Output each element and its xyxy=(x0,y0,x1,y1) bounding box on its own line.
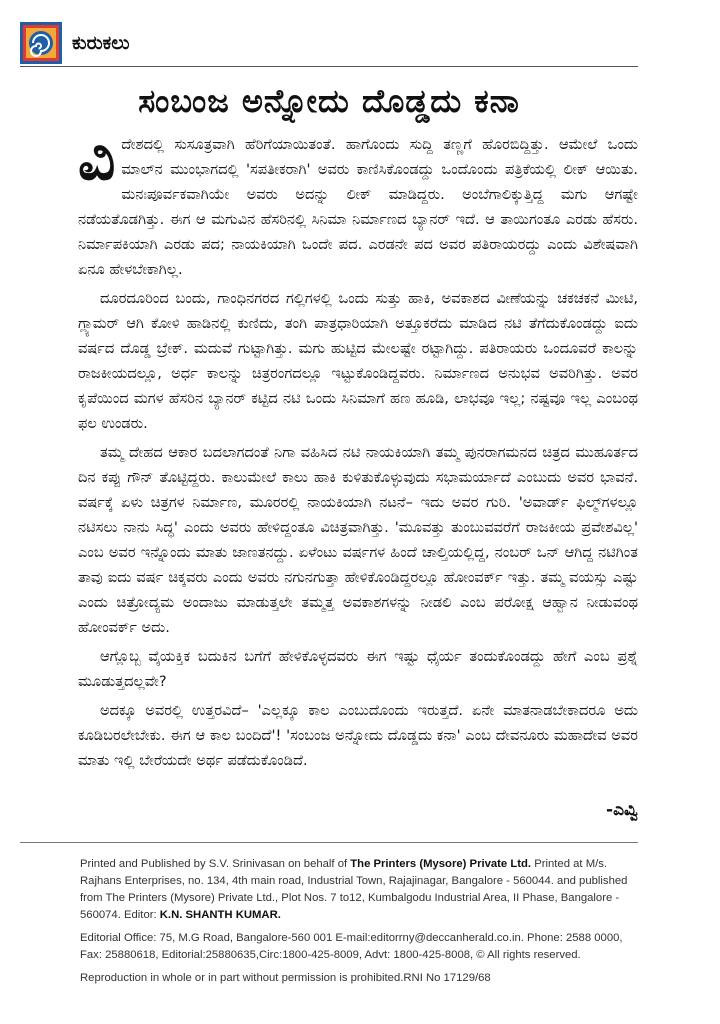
article-paragraph xyxy=(78,125,638,282)
publisher-name: The Printers (Mysore) Private Ltd. xyxy=(350,858,532,870)
author-signature: -ಎವ್ವಿ xyxy=(606,800,638,820)
section-label: ಕುರುಕಲು xyxy=(72,32,130,54)
article-paragraph: ಅದಕ್ಕೂ ಅವರಲ್ಲಿ ಉತ್ತರವಿದೆ– 'ಎಲ್ಲಕ್ಕೂ ಕಾಲ ಎಂಬುದೊಂದು ಇರುತ್ತದೆ. ಏನೇ ಮಾತನಾಡಬೇಕಾದರೂ ಅದು ಕೂಡಿಬರಲೇಬೇಕು. ಈಗ ಆ ಕಾಲ ಬಂದಿದೆ'! 'ಸಂಬಂಜ ಅನ್ನೋದು ದೊಡ್ಡದು ಕನಾ' ಎಂಬ ದೇವನೂರು ಮಹಾದೇವ ಅವರ ಮಾತು ಇಲ್ಲಿ ಬೇರೆಯದೇ ಅರ್ಥ ಪಡೆದುಕೊಂಡಿದೆ. xyxy=(78,702,638,769)
spiral-logo-icon xyxy=(20,22,62,64)
paragraph-text: ದೇಶದಲ್ಲಿ ಸುಸೂತ್ರವಾಗಿ ಹೆರಿಗೆಯಾಯಿತಂತೆ. ಹಾಗೊಂದು ಸುದ್ದಿ ತಣ್ಣಗೆ ಹೊರಬಿದ್ದಿತ್ತು. ಆಮೇಲೆ ಒಂದು ಮಾಲ್‌ನ ಮುಂಭಾಗದಲ್ಲಿ 'ಸಪತೀಕರಾಗಿ' ಅವರು ಕಾಣಿಸಿಕೊಂಡದ್ದು ಒಂದೊಂದು ಪತ್ರಿಕೆಯಲ್ಲಿ ಲೀಕ್ ಆಯಿತು. ಮನಃಪೂರ್ವಕವಾಗಿಯೇ ಅವರು ಅದನ್ನು ಲೀಕ್ ಮಾಡಿದ್ದರು. ಅಂಬೆಗಾಲಿಕ್ಕುತ್ತಿದ್ದ ಮಗು ಆಗಷ್ಟೇ ನಡೆಯತೊಡಗಿತ್ತು. ಈಗ ಆ ಮಗುವಿನ ಹೆಸರಿನಲ್ಲಿ ಸಿನಿಮಾ ನಿರ್ಮಾಣದ ಬ್ಯಾನರ್ ಇದೆ. ಆ ತಾಯಿಗಂತೂ ಎರಡು ಹೆಸರು. ನಿರ್ಮಾಪಕಿಯಾಗಿ ಎರಡು ಪದ; ನಾಯಕಿಯಾಗಿ ಒಂದೇ ಪದ. ಎರಡನೇ ಪದ ಅವರ ಪತಿರಾಯರದ್ದು ಎಂದು ವಿಶೇಷವಾಗಿ ಏನೂ ಹೇಳಬೇಕಾಗಿಲ್ಲ. xyxy=(78,136,638,278)
editor-name: K.N. SHANTH KUMAR. xyxy=(159,909,281,921)
article-paragraph: ದೂರದೂರಿಂದ ಬಂದು, ಗಾಂಧಿನಗರದ ಗಲ್ಲಿಗಳಲ್ಲಿ ಒಂದು ಸುತ್ತು ಹಾಕಿ, ಅವಕಾಶದ ವೀಣೆಯನ್ನು ಚಕಚಕನೆ ಮೀಟಿ, ಗ್ಲ್ಯಾಮರ್ ಆಗಿ ಕೋಳಿ ಹಾಡಿನಲ್ಲಿ ಕುಣಿದು, ತಂಗಿ ಪಾತ್ರಧಾರಿಯಾಗಿ ಅತ್ತೂಕರೆದು ಮಾಡಿದ ನಟಿ ತೆಗೆದುಕೊಂಡದ್ದು ಐದು ವರ್ಷದ ದೊಡ್ಡ ಬ್ರೇಕ್. ಮದುವೆ ಗುಟ್ಟಾಗಿತ್ತು. ಮಗು ಹುಟ್ಟಿದ ಮೇಲಷ್ಟೇ ರಟ್ಟಾಗಿದ್ದು. ಪತಿರಾಯರು ಒಂದೂವರೆ ಕಾಲನ್ನು ರಾಜಕೀಯದಲ್ಲೂ, ಅರ್ಧ ಕಾಲನ್ನು ಚಿತ್ರರಂಗದಲ್ಲೂ ಇಟ್ಟುಕೊಂಡಿದ್ದವರು. ನಿರ್ಮಾಣದ ಅನುಭವ ಅವರಿಗಿತ್ತು. ಅವರ ಕೃಪೆಯಿಂದ ಮಗಳ ಹೆಸರಿನ ಬ್ಯಾನರ್ ಕಟ್ಟಿದ ನಟಿ ಒಂದು ಸಿನಿಮಾಗೆ ಹಣ ಹೂಡಿ, ಲಾಭವೂ ಇಲ್ಲ; ನಷ್ಟವೂ ಇಲ್ಲ ಎಂಬಂಥ ಫಲ ಉಂಡರು. xyxy=(78,290,638,432)
article-title: ಸಂಬಂಜ ಅನ್ನೋದು ದೊಡ್ಡದು ಕನಾ xyxy=(138,82,520,120)
imprint-footer xyxy=(80,856,640,993)
imprint-text xyxy=(80,856,640,924)
drop-cap: ವಿ xyxy=(78,125,116,193)
reproduction-notice: Reproduction in whole or in part without permission is prohibited.RNI No 17129/68 xyxy=(80,972,491,984)
footer-divider xyxy=(20,842,638,843)
imprint-prefix: Printed and Published by S.V. Srinivasan on behalf of xyxy=(80,858,351,870)
article-paragraph: ತಮ್ಮ ದೇಹದ ಆಕಾರ ಬದಲಾಗದಂತೆ ನಿಗಾ ವಹಿಸಿದ ನಟಿ ನಾಯಕಿಯಾಗಿ ತಮ್ಮ ಪುನರಾಗಮನದ ಚಿತ್ರದ ಮುಹೂರ್ತದ ದಿನ ಕಪ್ಪು ಗೌನ್ ತೊಟ್ಟಿದ್ದರು. ಕಾಲುಮೇಲೆ ಕಾಲು ಹಾಕಿ ಕುಳಿತುಕೊಳ್ಳುವುದು ಸಭಾಮರ್ಯಾದೆ ಎಂಬುದು ಅವರ ಭಾವನೆ. ವರ್ಷಕ್ಕೆ ಏಳು ಚಿತ್ರಗಳ ನಿರ್ಮಾಣ, ಮೂರರಲ್ಲಿ ನಾಯಕಿಯಾಗಿ ನಟನೆ– ಇದು ಅವರ ಗುರಿ. 'ಅವಾರ್ಡ್ ಫಿಲ್ಮ್‌ಗಳಲ್ಲೂ ನಟಿಸಲು ನಾನು ಸಿದ್ಧ' ಎಂದು ಅವರು ಹೇಳಿದ್ದಂತೂ ವಿಚಿತ್ರವಾಗಿತ್ತು. 'ಮೂವತ್ತು ತುಂಬುವವರೆಗೆ ರಾಜಕೀಯ ಪ್ರವೇಶವಿಲ್ಲ' ಎಂಬ ಅವರ ಇನ್ನೊಂದು ಮಾತು ಜಾಣತನದ್ದು. ಏಳೆಂಟು ವರ್ಷಗಳ ಹಿಂದೆ ಚಾಲ್ತಿಯಲ್ಲಿದ್ದ, ನಂಬರ್ ಒನ್ ಆಗಿದ್ದ ನಟಿಗಿಂತ ತಾವು ಐದು ವರ್ಷ ಚಿಕ್ಕವರು ಎಂದು ಅವರು ನಗುನಗುತ್ತಾ ಹೇಳಿಕೊಂಡಿದ್ದರಲ್ಲೂ ಹೋಂವರ್ಕ್ ಇತ್ತು. ತಮ್ಮ ವಯಸ್ಸು ಎಷ್ಟು ಎಂದು ಚಿತ್ರೋದ್ಯಮ ಅಂದಾಜು ಮಾಡುತ್ತಲೇ ತಮ್ಮತ್ತ ಅವಕಾಶಗಳನ್ನು ನೀಡಲಿ ಎಂಬ ಪರೋಕ್ಷ ಆಹ್ವಾನ ನೀಡುವಂಥ ಹೋಂವರ್ಕ್ ಅದು. xyxy=(78,444,638,636)
article-paragraph: ಆಗ್ಲೊಬ್ಬ ವೈಯಕ್ತಿಕ ಬದುಕಿನ ಬಗೆಗೆ ಹೇಳಿಕೊಳ್ಳದವರು ಈಗ ಇಷ್ಟು ಧೈರ್ಯ ತಂದುಕೊಂಡದ್ದು ಹೇಗೆ ಎಂಬ ಪ್ರಶ್ನೆ ಮೂಡುತ್ತದಲ್ಲವೇ? xyxy=(78,648,638,690)
header-divider xyxy=(20,66,638,67)
article-body xyxy=(78,125,638,777)
page-header xyxy=(20,22,638,66)
imprint-details: Printed at M/s. Rajhans Enterprises, no. 134, 4th main road, Industrial Town, Rajajinagar, Bangalore - 560044. and published from The Printers (Mysore) Private Ltd., Plot Nos. 7 to12, Kumbalgodu Industrial Area, II Phase, Bangalore - 560074. Editor: xyxy=(80,858,628,921)
editorial-office: Editorial Office: 75, M.G Road, Bangalore-560 001 E-mail:editorrny@deccanherald.co.in. Phone: 2588 0000, Fax: 25880618, Editorial:25880635,Circ:1800-425-8009, Advt: 1800-425-8008, © All rights reserved. xyxy=(80,932,623,961)
